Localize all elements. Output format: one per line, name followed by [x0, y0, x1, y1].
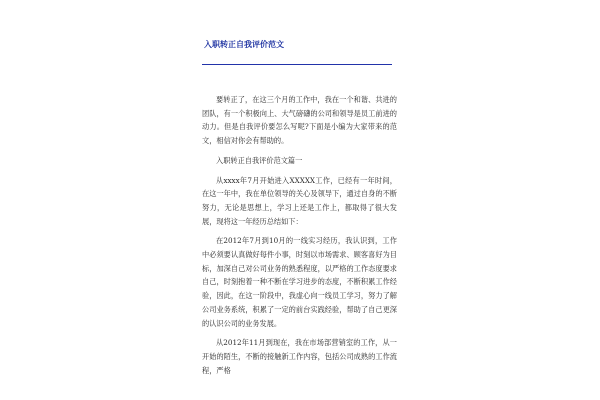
title-underline-divider — [202, 64, 392, 65]
section-heading: 入职转正自我评价范文篇一 — [216, 155, 303, 165]
body-paragraph-3: 从2012年11月到现在，我在市场部营销室的工作，从一开始的陌生，不断的接触新工作内容，包括公司成熟的工作流程，严格 — [202, 338, 397, 375]
intro-paragraph: 要转正了，在这三个月的工作中，我在一个和谐、共进的团队，有一个积极向上、大气磅礴的公司和领导是员工前进的动力。但是自我评价要怎么写呢?下面是小编为大家带来的范文，相信对你会有帮助的。 — [202, 95, 397, 146]
body-paragraph-2: 在2012年7月到10月的一线实习经历，我认识到，工作中必须要认真做好每件小事，时刻以市场需求、顾客喜好为目标，加深自己对公司业务的熟悉程度，以严格的工作态度要求自己，时刻抱着一种不断在学习进步的态度，不断积累工作经验，因此，在这一阶段中，我虚心向一线员工学习，努力了解公司业务系统，积累了一定的前台实践经验，帮助了自己更深的认识公司的业务发展。 — [202, 236, 397, 328]
document-title: 入职转正自我评价范文 — [204, 39, 284, 49]
document-body — [202, 93, 397, 377]
body-paragraph-1: 从xxxx年7月开始进入XXXXX工作，已经有一年时间，在这一年中，我在单位领导的关心及领导下，通过自身的不断努力，无论是思想上，学习上还是工作上，都取得了很大发展，现将这一年经历总结如下： — [202, 175, 397, 226]
